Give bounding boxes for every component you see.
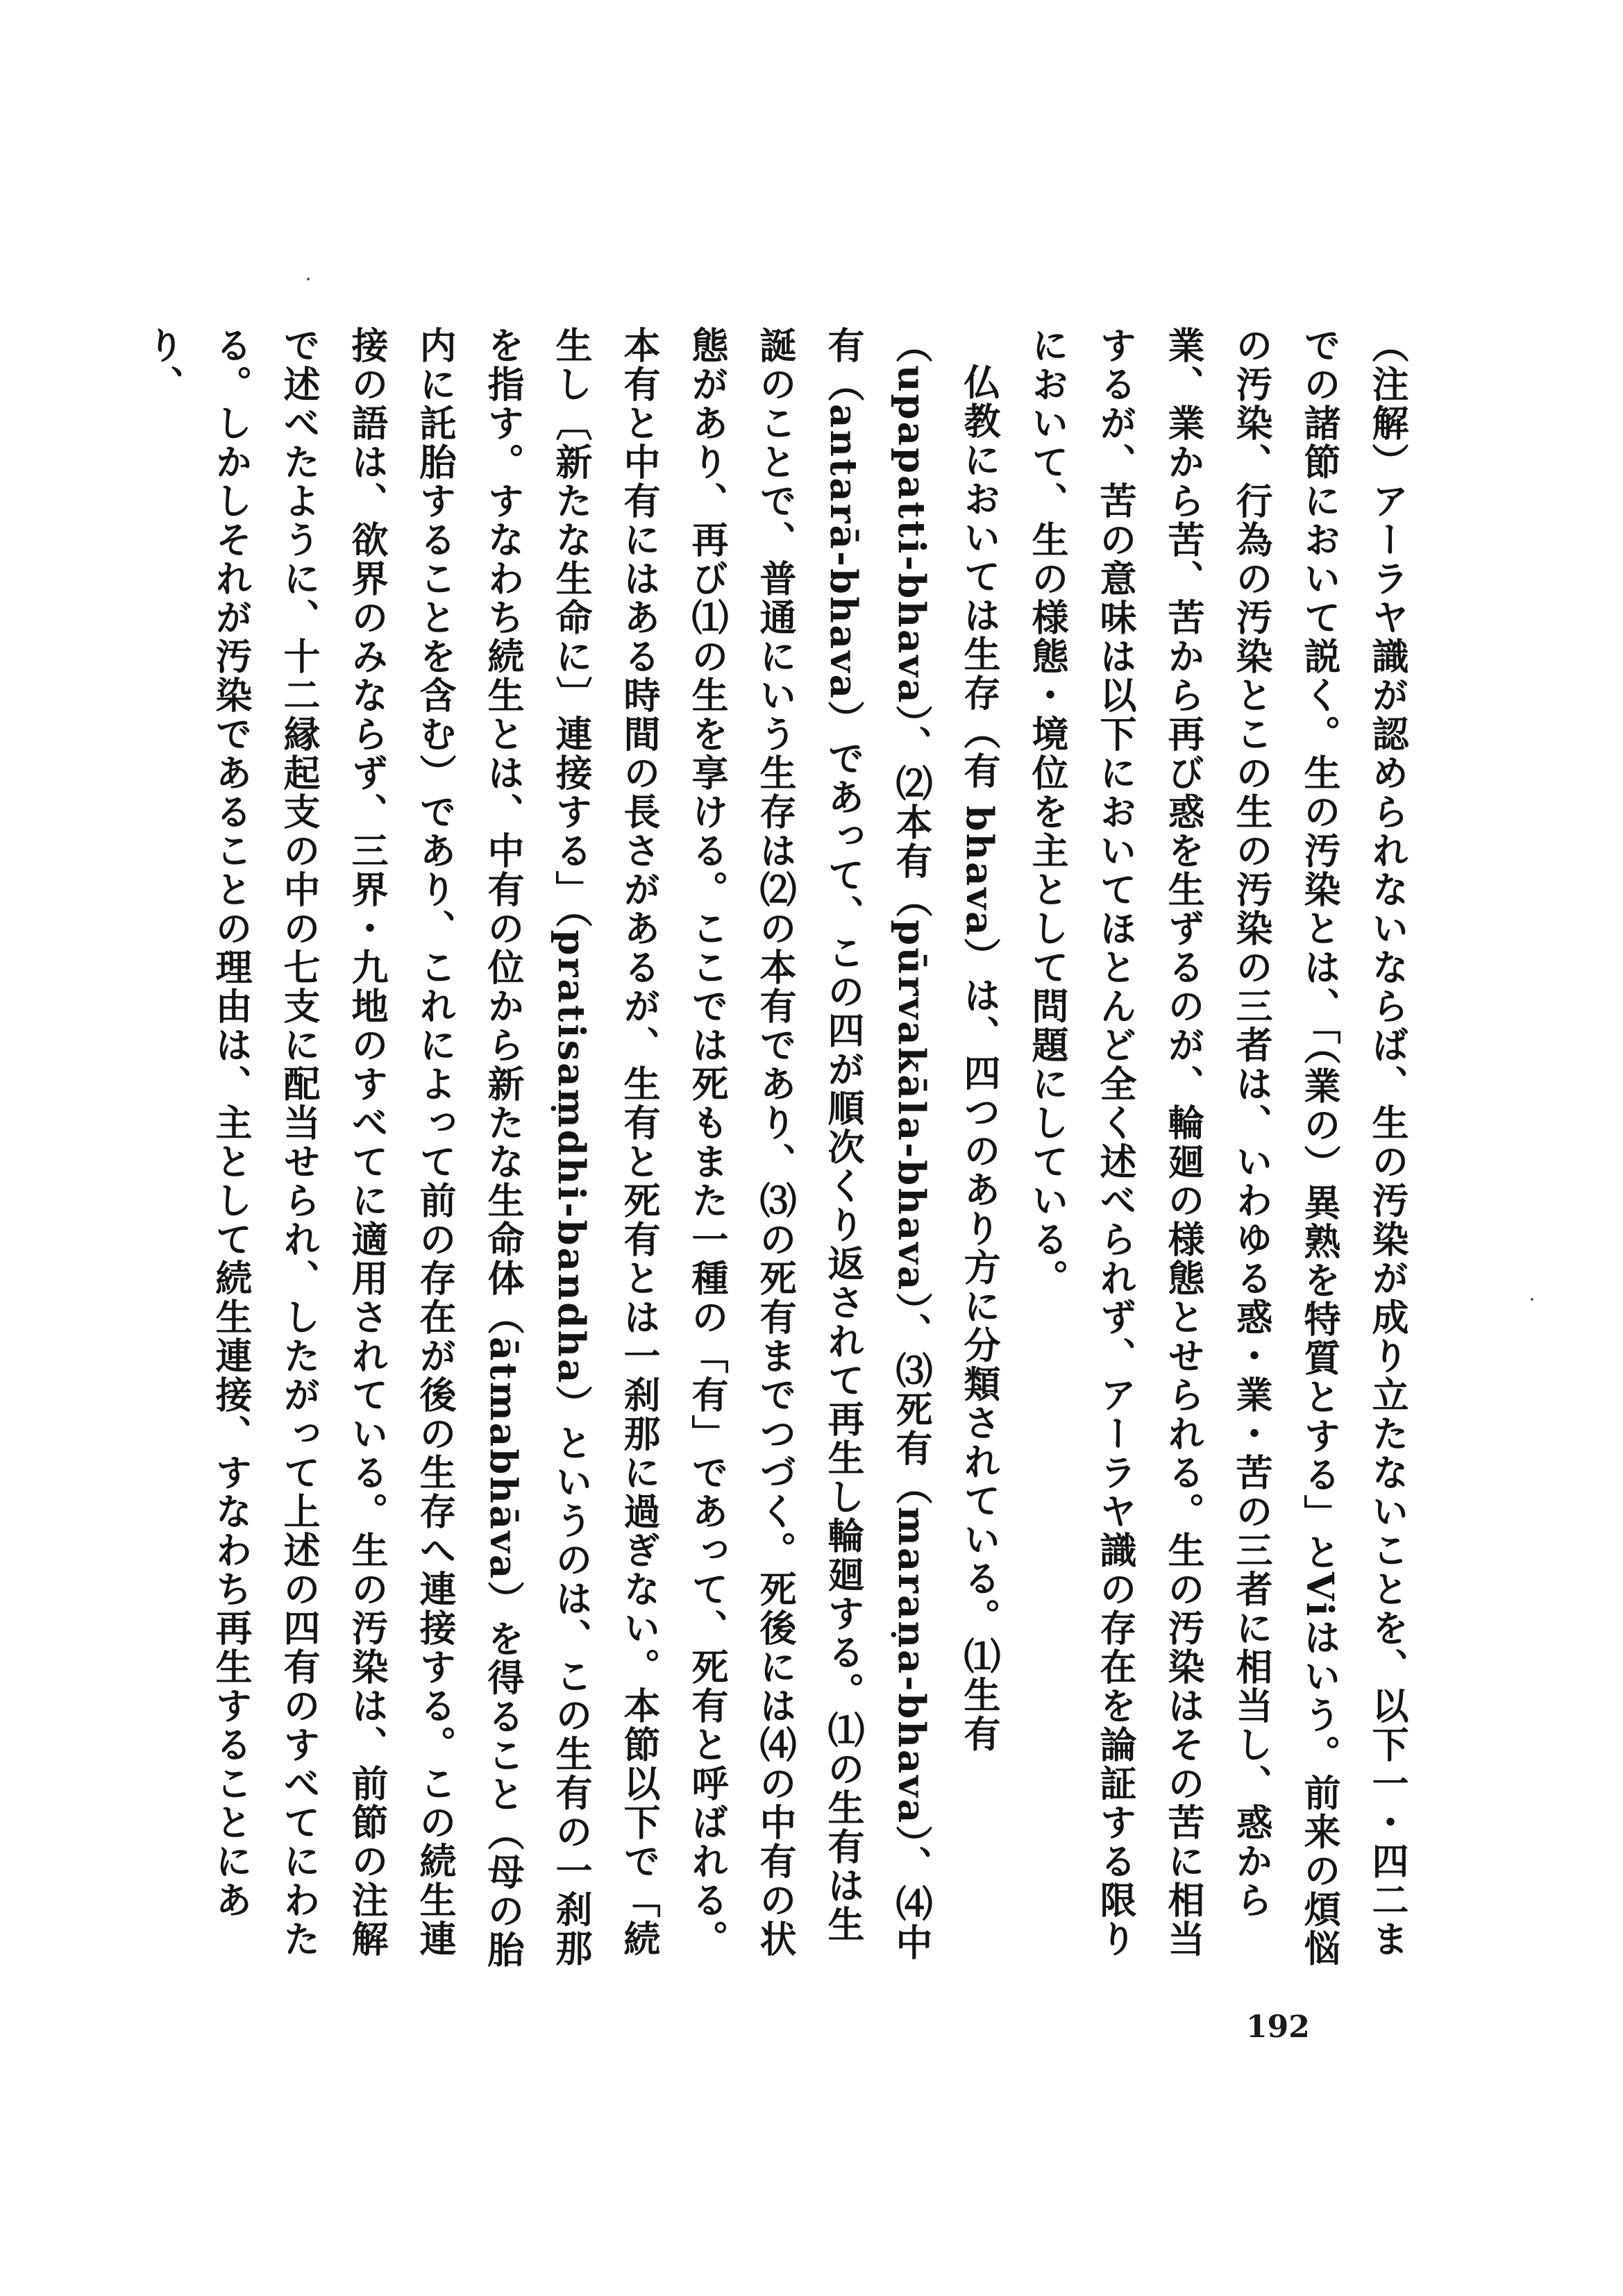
page-number: 192 xyxy=(1246,2009,1310,2045)
scan-speck xyxy=(307,278,310,280)
paragraph-annotation: （注解）アーラヤ識が認められないならば、生の汚染が成り立たないことを、以下一・四二までの諸節において説く。生の汚染とは、「（業の）異熟を特質とする」とViはいう。前来の煩悩の汚染、行為の汚染とこの生の汚染の三者は、いわゆる惑・業・苦の三者に相当し、惑から業、業から苦、苦から再び惑を生ずるのが、輪廻の様態とせられる。生の汚染はその苦に相当するが、苦の意味は以下においてほとんど全く述べられず、アーラヤ識の存在を論証する限りにおいて、生の様態・境位を主として問題にしている。 xyxy=(1026,326,1409,1968)
vertical-text-body xyxy=(142,326,1422,1971)
scan-speck xyxy=(1531,1298,1533,1301)
paragraph-four-modes-of-existence: 仏教においては生存（有 bhava）は、四つのあり方に分類されている。⑴生有（upapatti-bhava）、⑵本有（pūrvakāla-bhava）、⑶死有（maraṇa-bhava）、⑷中有（antarā-bhava）であって、この四が順次くり返されて再生し輪廻する。⑴の生有は生誕のことで、普通にいう生存は⑵の本有であり、⑶の死有までつづく。死後には⑷の中有の状態があり、再び⑴の生を享ける。ここでは死もまた一種の「有」であって、死有と呼ばれる。本有と中有にはある時間の長さがあるが、生有と死有とは一刹那に過ぎない。本節以下で「続生し〔新たな生命に〕連接する」（pratisaṃdhi-bandha）というのは、この生有の一刹那を指す。すなわち続生とは、中有の位から新たな生命体（ātmabhāva）を得ること（母の胎内に託胎することを含む）であり、これによって前の存在が後の生存へ連接する。この続生連接の語は、欲界のみならず、三界・九地のすべてに適用されている。生の汚染は、前節の注解で述べたように、十二縁起支の中の七支に配当せられ、したがって上述の四有のすべてにわたる。しかしそれが汚染であることの理由は、主として続生連接、すなわち再生することにあり、 xyxy=(142,326,1001,1970)
